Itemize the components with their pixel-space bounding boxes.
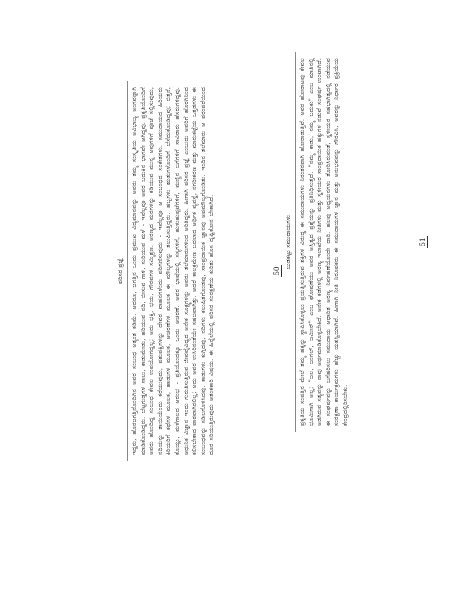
running-head: ಬುಡಕಟ್ಟು ಸಮುದಾಯಗಳು <box>285 52 293 432</box>
body-text: ಪ್ರಕೃತಿಯ ಸಂಪತ್ತಿನ ಮೇಲೆ ತಮ್ಮ ಹಕ್ಕನ್ನು ಸ್ಥಾಪಿಸಿಕೊಳ್ಳಲು ಪ್ರಯತ್ನಿಸುತ್ತಿರುವ ಶಕ್ತಿಗಳ ವಿರುದ್ಧ ಈ ಸಮುದಾಯಗಳು ನಿರಂತರವಾಗಿ ಹೋರಾಡುತ್ತಿವೆ. ಅವರ ಹೋರಾಟವು ಕೇವಲ ಭೂಮಿಗಾಗಿ ಅಲ್ಲ; "ಜಲ, ಜಂಗಲ್, ಜಮೀನ್" ಎಂಬ ಘೋಷಣೆಯು ಅವರ ಅಸ್ತಿತ್ವದ ಪ್ರಶ್ನೆಯನ್ನು ಪ್ರತಿನಿಧಿಸುತ್ತದೆ. "ನಮ್ಮ ಕಾಡು, ನಮ್ಮ ಬದುಕು" ಎಂಬ ಮಾತಿನಲ್ಲಿ ಅಡಗಿರುವ ಸತ್ಯವನ್ನು ನಾವು ಅರ್ಥಮಾಡಿಕೊಳ್ಳಬೇಕಿದೆ. ಅನೇಕ ಕಡೆಗಳಲ್ಲಿ ಅರಣ್ಯ ಇಲಾಖೆಯ ನೀತಿಗಳು ಮತ್ತು ಸ್ಥಳೀಯರ ಸಾಂಪ್ರದಾಯಿಕ ಹಕ್ಕುಗಳ ನಡುವೆ ಸಂಘರ್ಷ ಉಂಟಾಗಿದೆ. ಈ ಸಂಘರ್ಷವನ್ನು ಬಗೆಹರಿಸಲು ಸಮುದಾಯ ಆಧಾರಿತ ಅರಣ್ಯ ನಿರ್ವಹಣೆಯೊಂದೇ ದಾರಿ. ಹಲವು ಅಧ್ಯಯನಗಳು ತೋರಿಸಿರುವಂತೆ, ಸ್ಥಳೀಯರ ಸಹಭಾಗಿತ್ವದಲ್ಲಿ ನಡೆಯುವ ಸಂರಕ್ಷಣಾ ಕಾರ್ಯಕ್ರಮಗಳು ಹೆಚ್ಚು ಯಶಸ್ವಿಯಾಗಿವೆ. ಹೀಗಾಗಿ ನೀತಿ ನಿರೂಪಕರು ಈ ಸಮುದಾಯಗಳ ಜ್ಞಾನ ಮತ್ತು ಅನುಭವವನ್ನು ಗೌರವಿಸಿ, ಅವರನ್ನು ನಿರ್ಧಾರ ಪ್ರಕ್ರಿಯೆಯ ಕೇಂದ್ರದಲ್ಲಿರಿಸಬೇಕು. <box>299 58 349 426</box>
running-head: ಪರಿಸರ ಪ್ರಜ್ಞೆ <box>117 81 125 461</box>
right-page <box>281 52 451 432</box>
page-number: 51 <box>419 237 427 247</box>
folio-rule <box>427 236 428 248</box>
left-page <box>113 81 283 461</box>
body-text: ಇದ್ದರು, ಹೊರಜಗತ್ತಿನೊಂದಿಗಿನ ಅವರ ಸಂಬಂಧ ಅತ್ಯಂತ ಕಡಿಮೆ. ಆದರೂ, ಜಗತ್ತಿನ ಒಂದು ಪ್ರಮುಖ ವಿದ್ಯಮಾನವನ್ನು ಅವರು ತಮ್ಮ ಸಂಸ್ಕೃತಿಯ ಅವಿಭಾಜ್ಯ ಅಂಗವನ್ನಾಗಿ ಮಾಡಿಕೊಂಡಿದ್ದರು. ಬೆಟ್ಟಗುಡ್ಡಗಳ ಸಾಲು, ಕಾಡುಮೇಡು, ಹರಿಯುವ ನದಿ, ಬೀಸುವ ಗಾಳಿ, ಸುರಿಯುವ ಮಳೆ - ಇವೆಲ್ಲವೂ ಅವರ ಬದುಕಿನ ಭಾಗವೇ ಆಗಿದ್ದವು. ಪ್ರಕೃತಿಯೊಂದಿಗೆ ಅವರು ಹೊಂದಿದ್ದ ಸಂಬಂಧ ಕೇವಲ ಉಪಯೋಗದ್ದಲ್ಲ; ಅದು ಭಕ್ತಿ, ಭಯ, ಗೌರವಗಳ ಸಮ್ಮಿಶ್ರಣ. ಅರಣ್ಯದ ಮರಗಳನ್ನು ಕಡಿಯುವ ಮುನ್ನ ಅವುಗಳಿಗೆ ಪೂಜೆ ಸಲ್ಲಿಸುವುದು, ನದಿಯನ್ನು ತಾಯಿಯೆಂದು ಕರೆಯುವುದು, ಪಶುಪಕ್ಷಿಗಳನ್ನು ದೇವರ ವಾಹನಗಳೆಂದು ಪರಿಗಣಿಸುವುದು - ಇವೆಲ್ಲವೂ ಆ ಸಂಬಂಧದ ಸಂಕೇತಗಳು. ಸಮುದಾಯದ ಹಿರಿಯರು ಕಿರಿಯರಿಗೆ ಕಥೆಗಳ ಮೂಲಕ, ಹಾಡುಗಳ ಮೂಲಕ, ಆಚರಣೆಗಳ ಮೂಲಕ ಈ ಮೌಲ್ಯಗಳನ್ನು ತಲುಪಿಸುತ್ತಿದ್ದರು. ಹಬ್ಬಗಳು ಋತುಗಳೊಂದಿಗೆ ಬೆಸೆದುಕೊಂಡಿದ್ದವು; ಬಿತ್ತನೆ, ಕೊಯ್ಲು, ಮಳೆಗಾಲದ ಆರಂಭ - ಪ್ರತಿಯೊಂದಕ್ಕೂ ಒಂದು ಆಚರಣೆ. ಅವರ ಭಾಷೆಯಲ್ಲಿ ಸಸ್ಯಗಳಿಗೆ, ಹುಳುಹುಪ್ಪಟೆಗಳಿಗೆ, ಮಣ್ಣಿನ ಬಗೆಗಳಿಗೆ ಸಾವಿರಾರು ಹೆಸರುಗಳಿದ್ದವು. ಆಧುನಿಕ ವಿಜ್ಞಾನ ಇಂದು ಗುರುತಿಸುತ್ತಿರುವ ಜೀವವೈವಿಧ್ಯದ ಅನೇಕ ಸೂಕ್ಷ್ಮಗಳನ್ನು ಅವರು ತಲೆಮಾರುಗಳಿಂದ ಅರಿತಿದ್ದರು. ಹೀಗಾಗಿ ಪರಿಸರ ಪ್ರಜ್ಞೆ ಎಂಬುದು ಅವರಿಗೆ ಹೊರಗಿನಿಂದ ಕಲಿಸಬೇಕಾದ ಪಾಠವಾಗಿರಲಿಲ್ಲ; ಅದು ಅವರ ಉಸಿರಿನಂತೆಯೇ ಸಹಜವಾಗಿತ್ತು. ಆದರೆ ಕಾಲಕ್ರಮೇಣ ಬದಲಾದ ಆರ್ಥಿಕ ವ್ಯವಸ್ಥೆ, ನಗರೀಕರಣ ಮತ್ತು ಮಾರುಕಟ್ಟೆಯ ಒತ್ತಡಗಳು ಈ ಸಂಬಂಧವನ್ನು ಸಡಿಲಗೊಳಿಸಿದವು. ಕಾಡುಗಳು ಕುಗ್ಗಿದವು, ನದಿಗಳು ಕಲುಷಿತಗೊಂಡವು, ಸಾಂಪ್ರದಾಯಿಕ ಜ್ಞಾನವು ಅಪಮೌಲ್ಯಗೊಂಡಿತು. ಇಂದಿನ ತಲೆಮಾರು ಆ ಪರಂಪರೆಯಿಂದ ದೂರ ಸರಿಯುತ್ತಿರುವುದು ಆತಂಕಕಾರಿ ವಿಷಯ. ಈ ಹಿನ್ನೆಲೆಯಲ್ಲಿ ಪರಿಸರ ಸಂರಕ್ಷಣೆಯ ಕುರಿತು ಹೊಸ ದೃಷ್ಟಿಕೋನ ಬೇಕಾಗಿದೆ. <box>131 87 216 455</box>
page-number: 50 <box>273 266 281 276</box>
